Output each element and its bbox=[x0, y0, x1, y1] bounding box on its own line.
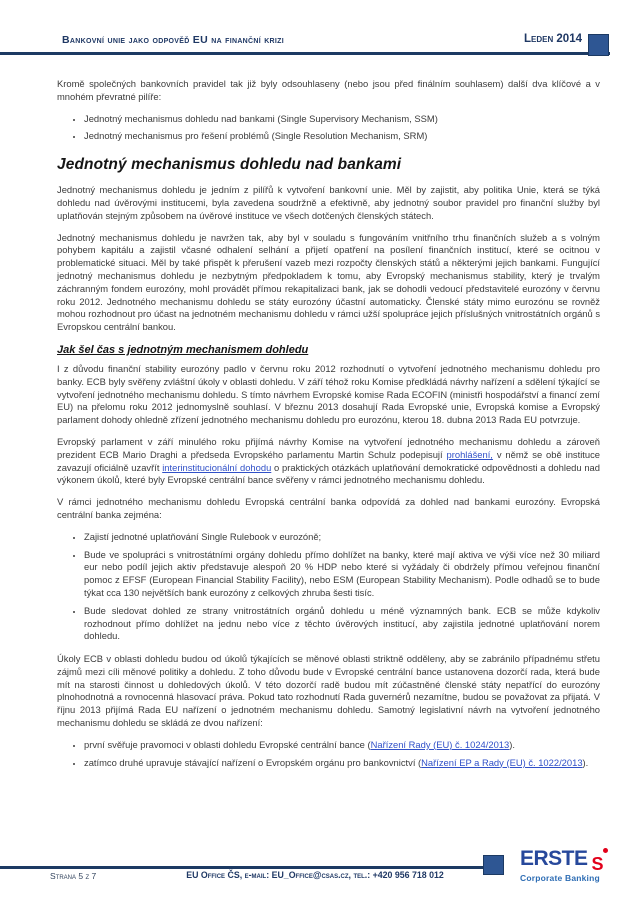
erste-subtitle: Corporate Banking bbox=[520, 873, 600, 883]
section-title: Jednotný mechanismus dohledu nad bankami bbox=[57, 156, 402, 174]
inline-link[interactable]: Nařízení EP a Rady (EU) č. 1022/2013 bbox=[421, 756, 583, 768]
text-segment: ). bbox=[509, 738, 515, 750]
pillar-list bbox=[57, 113, 600, 144]
text-segment: v němž se obě instituce zavazují oficiálně uzavřít bbox=[57, 448, 601, 473]
header-title: Bankovní unie jako odpověď EU na finanční krizi bbox=[62, 34, 284, 46]
text-segment: zatímco druhé upravuje stávající nařízení o Evropském orgánu pro bankovnictví ( bbox=[84, 756, 422, 768]
page-header bbox=[0, 0, 640, 58]
paragraph: I z důvodu finanční stability eurozóny padlo v červnu roku 2012 rozhodnutí o vytvoření jednotného mechanismu dohledu pro banky. ECB byly svěřeny zvláštní úkoly v oblasti dohledu. V září téhož roku Komise předkládá návrhy nařízení a sdělení týkající se vytvoření jednotného mechanismu dohledu. S tímto návrhem Evropské komise Rada ECOFIN (ministři hospodářství a financí zemí EU) na přelomu roku 2012 jednomyslně souhlasí. V březnu 2013 dosahují Rada Evropské unie, Evropská komise a Evropský parlament dohody ohledně zřízení jednotného mechanismu dohledu pro eurozónu, kterou 18. dubna 2013 Rada EU potvrzuje. bbox=[57, 362, 600, 426]
document-body bbox=[57, 78, 600, 779]
header-date: Leden 2014 bbox=[523, 33, 582, 45]
erste-brand-text: ERSTE bbox=[520, 847, 588, 870]
inline-link[interactable]: interinstitucionální dohodu bbox=[162, 461, 272, 473]
sparkasse-dot bbox=[603, 848, 608, 853]
footer-contact bbox=[150, 870, 480, 880]
footer-accent-square bbox=[483, 855, 504, 875]
text-segment: první svěřuje pravomoci v oblasti dohledu Evropské centrální bance ( bbox=[84, 738, 371, 750]
sparkasse-s-icon bbox=[591, 848, 609, 874]
text-segment: ). bbox=[582, 756, 589, 768]
paragraph: Jednotný mechanismus dohledu je jedním z pilířů k vytvoření bankovní unie. Měl by zajistit, aby politika Unie, která se týká dohledu nad úvěrovými institucemi, byla zavedena soudržně a efektivně, aby jednotný soubor pravidel pro finanční služby byl uplatňován stejným způsobem na úvěrové instituce ve všech dotčených členských státech. bbox=[57, 184, 600, 221]
header-rule bbox=[0, 52, 610, 55]
text-segment: Evropský parlament v září minulého roku přijímá návrhy Komise na vytvoření jednotného mechanismu dohledu a zároveň prezident ECB Mario Draghi a předseda Evropského parlamentu Martin Schulz podepisují bbox=[57, 435, 600, 460]
page-number: Strana 5 z 7 bbox=[50, 871, 97, 881]
paragraph: V rámci jednotného mechanismu dohledu Evropská centrální banka odpovídá za dohled nad bankami eurozóny. Evropská centrální banka zejména: bbox=[57, 496, 600, 520]
inline-link[interactable]: Nařízení Rady (EU) č. 1024/2013 bbox=[370, 738, 510, 750]
text-segment: o praktických otázkách uplatňování demokratické odpovědnosti a dohledu nad výkonem úkolů, které byly Evropské centrální bance svěřeny v rámci jednotného mechanismu dohledu. bbox=[57, 461, 600, 486]
intro-paragraph: Kromě společných bankovních pravidel tak již byly odsouhlaseny (nebo jsou před finálním souhlasem) další dva klíčové a v mnohém převratné pilíře: bbox=[57, 78, 600, 102]
sparkasse-s-letter: S bbox=[591, 854, 604, 874]
footer-rule bbox=[0, 866, 504, 869]
ecb-task-list bbox=[57, 531, 600, 643]
list-item-with-link bbox=[84, 757, 600, 770]
erste-logo bbox=[520, 848, 632, 890]
subsection-title: Jak šel čas s jednotným mechanismem dohledu bbox=[57, 343, 309, 356]
list-item: • Zajistí jednotné uplatňování Single Rulebook v eurozóně; bbox=[84, 531, 600, 544]
list-item: • Bude ve spolupráci s vnitrostátními orgány dohledu přímo dohlížet na banky, které mají aktiva ve výši více než 30 miliard eur nebo podíl jejich aktiv představuje alespoň 20 % HDP nebo které si vyžádaly či obdržely přímou veřejnou finanční pomoc z EFSF (European Financial Stability Facility), nebo ESM (European Stability Mechanism). Podle odhadů se to bude týkat cca 130 největších bank eurozóny z celkových zhruba šesti tisíc. bbox=[84, 549, 600, 600]
paragraph-with-links bbox=[57, 436, 600, 487]
list-item: • Bude sledovat dohled ze strany vnitrostátních orgánů dohledu u méně významných bank. ECB se může kdykoliv rozhodnout přímo dohlížet na jednu nebo více z těchto úvěrových institucí, aby zajistila jednotné uplatňování norem dohledu. bbox=[84, 605, 600, 643]
list-item: • Jednotný mechanismus dohledu nad bankami (Single Supervisory Mechanism, SSM) bbox=[84, 113, 600, 126]
paragraph: Jednotný mechanismus dohledu je navržen tak, aby byl v souladu s fungováním vnitřního trhu finančních služeb a s volným pohybem kapitálu a zajistil včasné odhalení selhání a přijetí opatření na posílení finančních institucí, které se ocitnou v problematické situaci. Měl by také přispět k přerušení vazeb mezi rozpočty členských států a některými jejich bankami. Fungující jednotný mechanismus dohledu je nezbytným předpokladem k tomu, aby Evropský mechanismus stability, který je trvalým záchranným fondem eurozóny, mohl provádět přímou rekapitalizaci bank, jak se dohodli vedoucí představitelé eurozóny v červnu roku 2012. Jednotného mechanismu dohledu se státy eurozóny účastní automaticky. Členské státy mimo eurozónu se rovněž mohou rozhodnout pro účast na jednotném mechanismu dohledu v rámci užší spolupráce jejich příslušných vnitrostátních orgánů s Evropskou centrální bankou. bbox=[57, 231, 601, 333]
inline-link[interactable]: prohlášení, bbox=[446, 448, 493, 460]
paragraph: Úkoly ECB v oblasti dohledu budou od úkolů týkajících se měnové oblasti striktně odděleny, aby se zabránilo případnému střetu zájmů mezi cíli měnové politiky a dohledu. Z toho důvodu bude v Evropské centrální bance ustanovena dozorčí rada, která bude mít na starosti činnost u dohledových úkolů. V této dozorčí radě budou mít zúčastněné členské státy nepatřící do eurozóny plnohodnotná a rovnocenná hlasovací práva. Pokud tato rozhodnutí Rada guvernérů nezamítne, budou se považovat za přijatá. V říjnu 2013 přijímá Rada EU nařízení o jednotném mechanismu dohledu. Samotný legislativní návrh na vytvoření jednotného mechanismu dohledu se skládá ze dvou nařízení: bbox=[57, 653, 600, 729]
list-item-with-link bbox=[84, 739, 600, 752]
footer-contact-text: EU Office ČS, e-mail: EU_Office@csas.cz, tel.: +420 956 718 012 bbox=[186, 870, 444, 880]
header-accent-square bbox=[588, 34, 609, 56]
list-item: • Jednotný mechanismus pro řešení problémů (Single Resolution Mechanism, SRM) bbox=[84, 130, 600, 143]
regulation-list bbox=[57, 739, 600, 770]
